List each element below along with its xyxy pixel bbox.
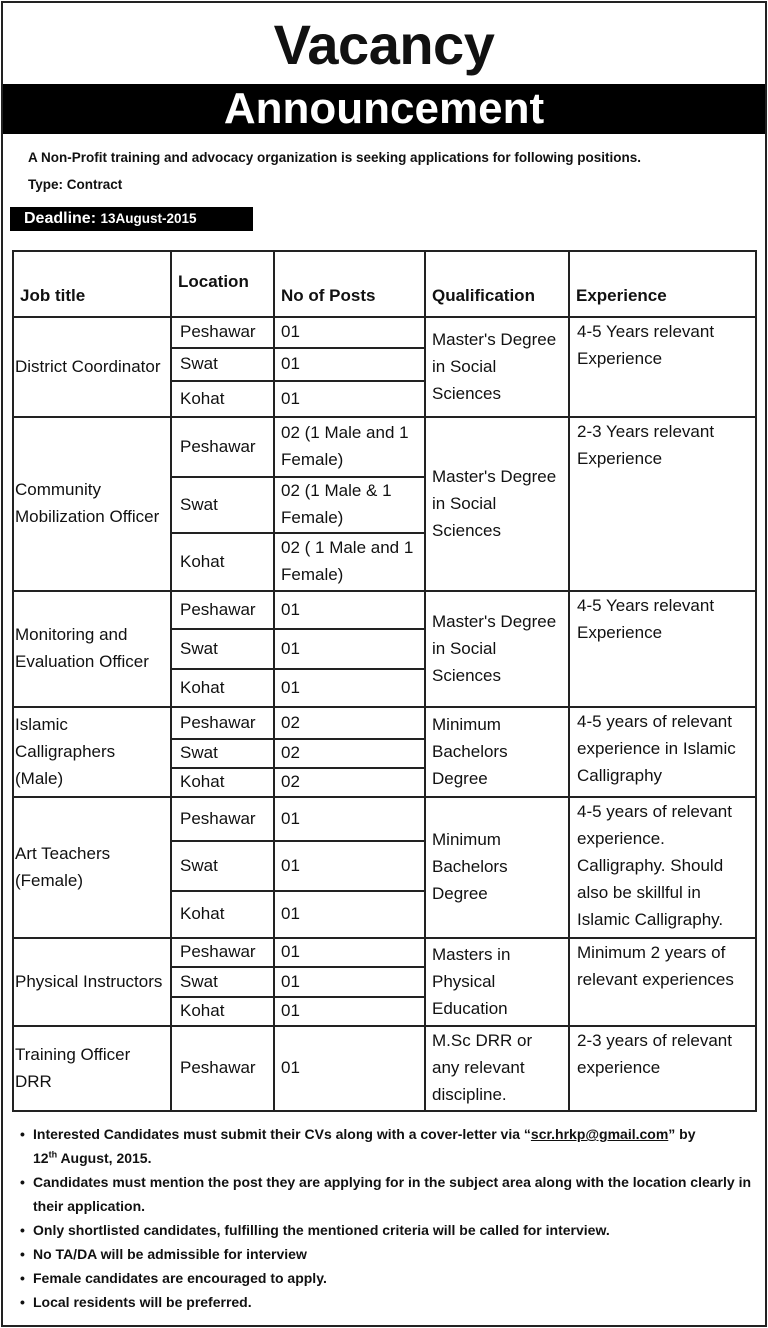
email-link[interactable]: scr.hrkp@gmail.com [530,1126,669,1142]
note-item: • Interested Candidates must submit their CVs along with a cover-letter via “scr.hrkp@gmail.com” by 12th August, 2015. [18,1122,753,1170]
table-rule-h [170,380,426,382]
experience-cell: 2-3 Years relevant Experience [577,422,715,468]
contract-type [28,177,122,192]
qualification-text: Minimum Bachelors Degree [432,714,508,788]
job-title-text: Community Mobilization Officer [15,480,160,526]
job-title-text: Training Officer DRR [15,1044,131,1091]
location-cell [180,476,271,532]
location-cell [180,966,271,996]
table-rule-v [170,250,172,1112]
job-title [15,706,165,796]
table-rule-h [170,767,426,769]
posts-cell [281,890,420,937]
location-text: Kohat [180,388,225,408]
posts-cell [281,937,420,966]
posts-cell [281,996,420,1025]
posts-text: 01 [281,599,300,619]
posts-text: 01 [281,904,300,923]
posts-text: 01 [281,354,300,373]
location-text: Swat [180,494,218,514]
job-title-text: Islamic Calligraphers (Male) [15,714,116,788]
posts-cell [281,1025,420,1110]
posts-text: 02 [281,772,300,791]
note-item: • Female candidates are encouraged to apply. [18,1266,753,1290]
job-title [15,796,165,937]
qualification-cell [432,706,564,796]
location-text: Swat [180,743,218,762]
location-text: Kohat [180,772,225,791]
posts-text: 01 [281,855,300,875]
qualification-text: Masters in Physical Education [432,944,511,1018]
posts-cell [281,347,420,380]
table-rule-v [424,250,426,1112]
posts-cell [281,316,420,347]
location-cell [180,890,271,937]
posts-text: 02 [281,743,300,762]
experience-cell: 2-3 years of relevant experience [577,1031,732,1077]
title-vacancy: Vacancy [273,13,495,76]
experience-cell: 4-5 years of relevant experience in Islamic Calligraphy [577,712,736,785]
location-text: Kohat [180,551,225,571]
qualification-text: Minimum Bachelors Degree [432,830,508,903]
table-rule-v [273,250,275,1112]
location-text: Peshawar [180,322,256,341]
location-text: Swat [180,971,218,991]
location-text: Swat [180,638,218,658]
table-rule-v [755,250,757,1112]
location-cell [180,380,271,416]
posts-cell [281,590,420,628]
posts-cell [281,380,420,416]
table-rule-h [170,840,426,842]
posts-cell [281,416,420,476]
location-text: Peshawar [180,436,256,456]
table-rule-h [170,628,426,630]
location-text: Peshawar [180,599,256,619]
type-value: Contract [66,177,123,192]
deadline-value: 13August-2015 [100,211,197,226]
note-item: • Candidates must mention the post they are applying for in the subject area along with the location clearly in their application. [18,1170,753,1218]
posts-text: 01 [281,638,300,658]
location-cell [180,668,271,706]
experience-cell: 4-5 Years relevant Experience [577,322,715,368]
location-text: Swat [180,855,218,875]
intro-text: A Non-Profit training and advocacy organization is seeking applications for following positions. [28,150,642,165]
posts-cell [281,767,420,796]
location-text: Peshawar [180,712,256,732]
table-rule-h [170,890,426,892]
note-item: • Only shortlisted candidates, fulfilling the mentioned criteria will be called for interview. [18,1218,753,1242]
posts-text: 01 [281,388,300,408]
posts-text: 02 (1 Male & 1 Female) [281,481,392,527]
table-rule-h [12,250,757,252]
type-label: Type: [28,177,64,192]
job-title [15,416,165,590]
posts-text: 02 [281,712,300,732]
deadline-badge [10,207,253,231]
location-cell [180,1025,271,1110]
experience-cell: Minimum 2 years of relevant experiences [577,943,734,989]
qualification-cell [432,1025,564,1110]
posts-cell [281,476,420,532]
header-job-title: Job title [20,286,86,305]
table-rule-h [170,996,426,998]
posts-text: 01 [281,942,300,961]
location-text: Kohat [180,1001,225,1020]
instructions-list [18,1122,753,1314]
title-announcement: Announcement [223,84,545,133]
table-rule-v [568,250,570,1112]
location-cell [180,706,271,738]
posts-text: 01 [281,971,300,991]
posts-cell [281,532,420,590]
location-cell [180,796,271,840]
location-text: Swat [180,354,218,373]
note-item: • No TA/DA will be admissible for interview [18,1242,753,1266]
location-text: Peshawar [180,1058,256,1077]
location-cell [180,767,271,796]
location-cell [180,316,271,347]
qualification-text: Master's Degree in Social Sciences [432,329,557,403]
experience-cell: 4-5 years of relevant experience. Calligraphy. Should also be skillful in Islamic Calligraphy. [577,802,732,929]
location-text: Kohat [180,677,225,697]
location-cell [180,996,271,1025]
location-cell [180,840,271,890]
posts-cell [281,706,420,738]
posts-text: 02 ( 1 Male and 1 Female) [281,538,414,584]
header-location: Location [178,272,249,291]
posts-text: 01 [281,1001,300,1020]
posts-cell [281,840,420,890]
table-rule-h [170,738,426,740]
table-rule-h [170,476,426,478]
posts-text: 01 [281,677,300,697]
job-title-text: Art Teachers (Female) [15,843,111,890]
posts-cell [281,796,420,840]
qualification-cell [432,937,564,1025]
posts-cell [281,628,420,668]
location-text: Peshawar [180,808,256,828]
table-rule-v [12,250,14,1112]
note-item: • Local residents will be preferred. [18,1290,753,1314]
table-rule-h [170,966,426,968]
header-qualification: Qualification [432,286,535,305]
posts-text: 01 [281,322,300,341]
location-cell [180,532,271,590]
qualification-cell [432,590,564,706]
posts-text: 01 [281,1058,300,1077]
job-title [15,937,165,1025]
job-title [15,1025,165,1110]
qualification-text: Master's Degree in Social Sciences [432,611,557,685]
location-cell [180,738,271,767]
location-text: Peshawar [180,942,256,961]
posts-cell [281,668,420,706]
table-rule-h [12,1110,757,1112]
location-cell [180,937,271,966]
posts-cell [281,738,420,767]
experience-cell: 4-5 Years relevant Experience [577,596,715,642]
qualification-text: Master's Degree in Social Sciences [432,466,557,540]
job-title-text: Physical Instructors [15,971,163,991]
posts-text: 01 [281,808,300,828]
location-cell [180,628,271,668]
location-cell [180,590,271,628]
qualification-text: M.Sc DRR or any relevant discipline. [432,1031,533,1104]
deadline-label: Deadline: [24,210,97,227]
location-cell [180,347,271,380]
job-title [15,316,165,416]
table-rule-h [170,347,426,349]
header-experience: Experience [576,286,667,305]
location-text: Kohat [180,904,225,923]
table-rule-h [170,532,426,534]
header-no-of-posts: No of Posts [281,286,376,305]
job-title-text: Monitoring and Evaluation Officer [15,625,149,671]
qualification-cell [432,316,564,416]
table-rule-h [170,668,426,670]
posts-cell [281,966,420,996]
qualification-cell [432,416,564,590]
job-title-text: District Coordinator [15,356,161,376]
qualification-cell [432,796,564,937]
location-cell [180,416,271,476]
posts-text: 02 (1 Male and 1 Female) [281,423,409,469]
job-title [15,590,165,706]
